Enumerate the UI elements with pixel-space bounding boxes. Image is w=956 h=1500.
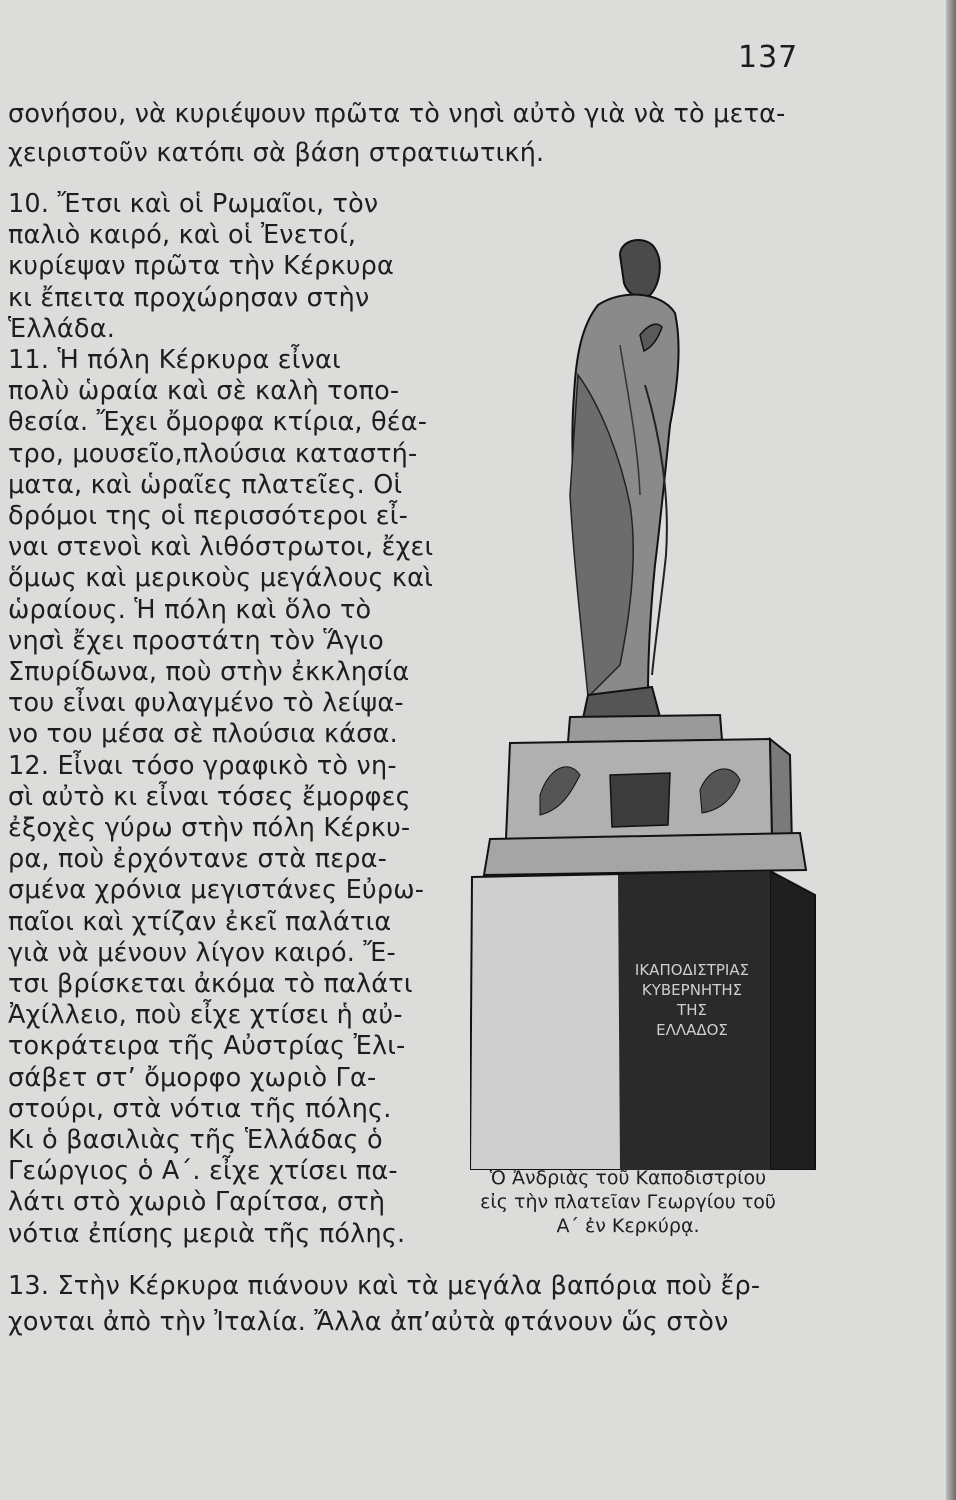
- text-line: γιὰ νὰ μένουν λίγον καιρό. Ἔ-: [8, 937, 396, 968]
- pedestal-inscription-line-1: ΙΚΑΠΟΔΙΣΤΡΙΑΣ: [634, 961, 750, 979]
- text-line: στούρι, στὰ νότια τῆς πόλης.: [8, 1093, 392, 1124]
- text-line: παῖοι καὶ χτίζαν ἐκεῖ παλάτια: [8, 906, 392, 937]
- text-line: νότια ἐπίσης μεριὰ τῆς πόλης.: [8, 1218, 406, 1249]
- text-line: σονήσου, νὰ κυριέψουν πρῶτα τὸ νησὶ αὐτὸ γιὰ νὰ τὸ μετα-: [8, 99, 786, 129]
- text-line: Σπυρίδωνα, ποὺ στὴν ἐκκλησία: [8, 657, 410, 687]
- text-line: πολὺ ὡραία καὶ σὲ καλὴ τοπο-: [8, 376, 400, 407]
- text-line: χειριστοῦν κατόπι σὰ βάση στρατιωτική.: [8, 138, 545, 168]
- text-line: Γεώργιος ὁ Α΄. εἶχε χτίσει πα-: [8, 1156, 398, 1187]
- text-line: ρα, ποὺ ἐρχόντανε στὰ περα-: [8, 844, 388, 875]
- text-line: 12. Εἶναι τόσο γραφικὸ τὸ νη-: [8, 750, 397, 781]
- text-line: νησὶ ἔχει προστάτη τὸν Ἅγιο: [8, 625, 384, 656]
- text-line: ματα, καὶ ὡραῖες πλατεῖες. Οἱ: [8, 469, 403, 500]
- text-line: τοκράτειρα τῆς Αὐστρίας Ἐλι-: [8, 1031, 406, 1062]
- text-line: του εἶναι φυλαγμένο τὸ λείψα-: [8, 688, 404, 719]
- text-line: θεσία. Ἔχει ὄμορφα κτίρια, θέα-: [8, 407, 428, 438]
- text-line: ναι στενοὶ καὶ λιθόστρωτοι, ἔχει: [8, 532, 434, 563]
- text-line: χονται ἀπὸ τὴν Ἰταλία. Ἄλλα ἀπ’αὐτὰ φτάνουν ὥς στὸν: [8, 1307, 729, 1337]
- caption-line: εἰς τὴν πλατεῖαν Γεωργίου τοῦ: [480, 1191, 776, 1213]
- figure-caption: [418, 1166, 838, 1238]
- text-line: παλιὸ καιρό, καὶ οἱ Ἐνετοί,: [8, 220, 357, 251]
- text-line: κι ἔπειτα προχώρησαν στὴν: [8, 282, 370, 313]
- text-line: σὶ αὐτὸ κι εἶναι τόσες ἔμορφες: [8, 781, 411, 812]
- text-line: 11. Ἡ πόλη Κέρκυρα εἶναι: [8, 345, 341, 375]
- text-line: Ἀχίλλειο, ποὺ εἶχε χτίσει ἡ αὐ-: [8, 1000, 403, 1031]
- text-line: Ἑλλάδα.: [8, 313, 116, 344]
- kapodistrias-statue-illustration: [470, 235, 830, 1170]
- text-line: δρόμοι της οἱ περισσότεροι εἶ-: [8, 501, 409, 531]
- text-line: 10. Ἔτσι καὶ οἱ Ρωμαῖοι, τὸν: [8, 189, 379, 219]
- text-line: ἐξοχὲς γύρω στὴν πόλη Κέρκυ-: [8, 813, 411, 843]
- text-line: 13. Στὴν Κέρκυρα πιάνουν καὶ τὰ μεγάλα βαπόρια ποὺ ἔρ-: [8, 1271, 761, 1301]
- text-line: σμένα χρόνια μεγιστάνες Εὐρω-: [8, 875, 425, 906]
- pedestal-inscription-line-3: ΤΗΣ: [677, 1001, 707, 1019]
- text-line: ὅμως καὶ μερικοὺς μεγάλους καὶ: [8, 563, 433, 594]
- caption-line: Α΄ ἐν Κερκύρᾳ.: [556, 1215, 700, 1237]
- text-line: κυρίεψαν πρῶτα τὴν Κέρκυρα: [8, 251, 395, 282]
- text-line: τσι βρίσκεται ἀκόμα τὸ παλάτι: [8, 969, 413, 999]
- text-line: νο του μέσα σὲ πλούσια κάσα.: [8, 719, 398, 750]
- text-line: τρο, μουσεῖο,πλούσια καταστή-: [8, 438, 418, 469]
- pedestal-inscription-line-2: ΚΥΒΕΡΝΗΤΗΣ: [641, 981, 743, 999]
- text-line: ὡραίους. Ἡ πόλη καὶ ὅλο τὸ: [8, 594, 372, 625]
- caption-line: Ὁ Ἀνδριὰς τοῦ Καποδιστρίου: [489, 1167, 767, 1189]
- page-number: 137: [738, 40, 799, 75]
- pedestal-inscription-line-4: ΕΛΛΑΔΟΣ: [656, 1021, 728, 1039]
- page-edge-shadow: [946, 0, 956, 1500]
- text-line: λάτι στὸ χωριὸ Γαρίτσα, στὴ: [8, 1187, 386, 1218]
- text-line: σάβετ στ’ ὄμορφο χωριὸ Γα-: [8, 1062, 377, 1093]
- text-line: Κι ὁ βασιλιὰς τῆς Ἑλλάδας ὁ: [8, 1125, 383, 1155]
